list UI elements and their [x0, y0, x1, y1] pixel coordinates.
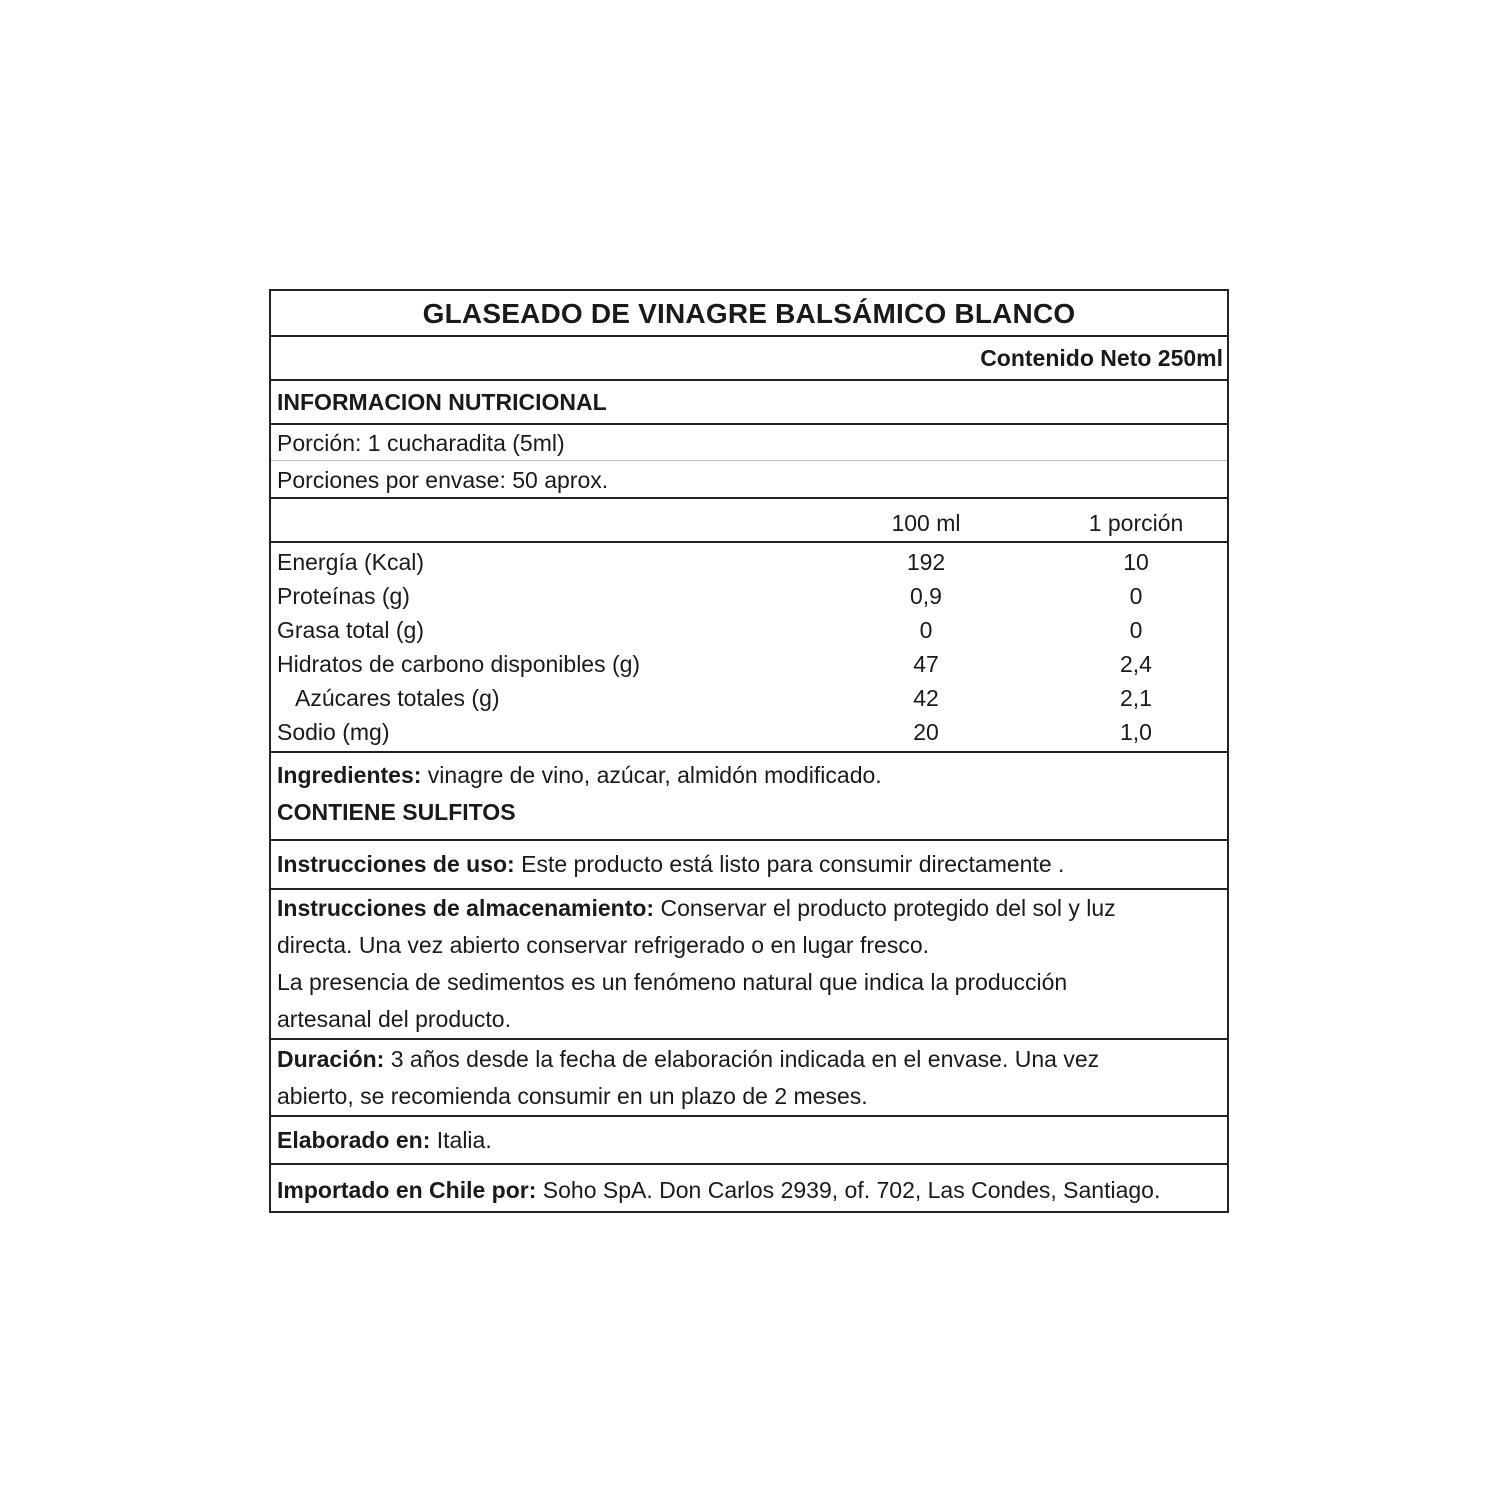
- ingredients-line: [277, 757, 1221, 794]
- ingredients-text: vinagre de vino, azúcar, almidón modificado.: [421, 762, 882, 788]
- nutrition-row: [271, 681, 1227, 715]
- usage-text: Este producto está listo para consumir directamente .: [514, 851, 1065, 877]
- nutrient-label: Grasa total (g): [277, 617, 424, 643]
- nutrient-label: Azúcares totales (g): [295, 685, 500, 711]
- nutrition-row: [271, 715, 1227, 749]
- nutrient-value-100ml: 192: [906, 549, 946, 575]
- importer-section: [271, 1165, 1227, 1211]
- nutrient-value-100ml: 0: [919, 617, 933, 643]
- usage-section: [271, 841, 1227, 890]
- storage-text-2: directa. Una vez abierto conservar refrigerado o en lugar fresco.: [277, 932, 929, 958]
- duration-line: [277, 1041, 1221, 1078]
- nutrient-value-portion: 0: [1129, 583, 1143, 609]
- duration-label: Duración:: [277, 1046, 385, 1072]
- nutrient-label: Proteínas (g): [277, 583, 410, 609]
- nutrient-value-100ml: 47: [913, 651, 939, 677]
- nutrition-row: [271, 579, 1227, 613]
- allergen-warning: CONTIENE SULFITOS: [277, 799, 516, 825]
- nutrition-label: [269, 289, 1229, 1213]
- storage-line: [277, 890, 1221, 927]
- made-in-label: Elaborado en:: [277, 1127, 431, 1153]
- nutrition-heading: INFORMACION NUTRICIONAL: [271, 381, 1227, 425]
- duration-text-1: 3 años desde la fecha de elaboración indicada en el envase. Una vez: [384, 1046, 1100, 1072]
- importer-label: Importado en Chile por:: [277, 1177, 537, 1203]
- nutrient-value-portion: 2,4: [1120, 651, 1152, 677]
- nutrient-value-portion: 2,1: [1120, 685, 1152, 711]
- ingredients-label: Ingredientes:: [277, 762, 422, 788]
- portion-size: Porción: 1 cucharadita (5ml): [271, 425, 1227, 461]
- nutrient-value-portion: 1,0: [1120, 719, 1152, 745]
- made-in-text: Italia.: [430, 1127, 492, 1153]
- nutrient-value-portion: 0: [1129, 617, 1143, 643]
- nutrient-label: Energía (Kcal): [277, 549, 425, 575]
- product-title: GLASEADO DE VINAGRE BALSÁMICO BLANCO: [271, 291, 1227, 337]
- nutrition-column-headers: [271, 499, 1227, 543]
- storage-label: Instrucciones de almacenamiento:: [277, 895, 655, 921]
- nutrition-row: [271, 613, 1227, 647]
- duration-section: [271, 1040, 1227, 1117]
- made-in-section: [271, 1117, 1227, 1165]
- column-header-100ml: 100 ml: [891, 510, 961, 536]
- nutrient-value-100ml: 42: [913, 685, 939, 711]
- portions-per-pack: Porciones por envase: 50 aprox.: [271, 461, 1227, 499]
- ingredients-section: [271, 753, 1227, 841]
- nutrition-table: [271, 543, 1227, 753]
- nutrient-label: Hidratos de carbono disponibles (g): [277, 651, 641, 677]
- duration-text-2: abierto, se recomienda consumir en un plazo de 2 meses.: [277, 1083, 868, 1109]
- column-header-portion: 1 porción: [1088, 510, 1184, 536]
- nutrient-value-100ml: 0,9: [910, 583, 942, 609]
- storage-text-3: La presencia de sedimentos es un fenómeno natural que indica la producción: [277, 969, 1068, 995]
- nutrient-label: Sodio (mg): [277, 719, 390, 745]
- storage-section: [271, 890, 1227, 1040]
- storage-text-1: Conservar el producto protegido del sol y luz: [654, 895, 1116, 921]
- storage-text-4: artesanal del producto.: [277, 1006, 511, 1032]
- nutrient-value-portion: 10: [1123, 549, 1149, 575]
- nutrition-row: [271, 647, 1227, 681]
- nutrition-row: [271, 545, 1227, 579]
- importer-text: Soho SpA. Don Carlos 2939, of. 702, Las Condes, Santiago.: [536, 1177, 1161, 1203]
- usage-label: Instrucciones de uso:: [277, 851, 515, 877]
- net-content: Contenido Neto 250ml: [271, 337, 1227, 381]
- nutrient-value-100ml: 20: [913, 719, 939, 745]
